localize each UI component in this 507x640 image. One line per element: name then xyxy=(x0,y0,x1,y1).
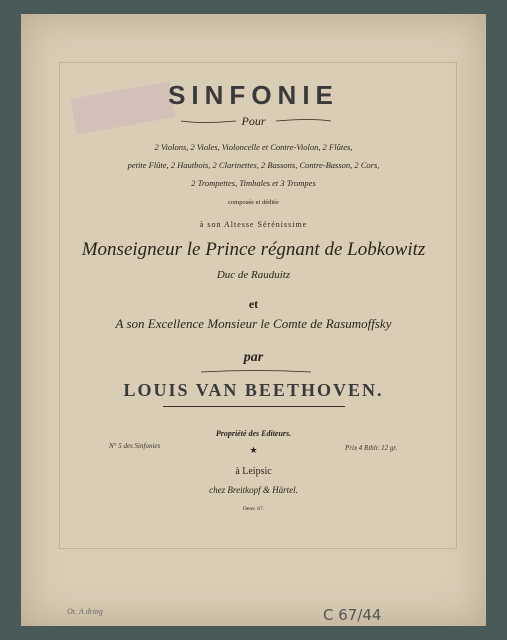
propriete-line: Propriété des Editeurs. xyxy=(215,429,292,438)
par-flourish xyxy=(201,369,311,375)
leipsic-line: à Leipsic xyxy=(235,466,272,477)
par-line: par xyxy=(243,350,264,365)
excellence-line: A son Excellence Monsieur le Comte de Rasumoffsky xyxy=(115,316,392,331)
opus-number: Oeuv. 67. xyxy=(242,506,265,512)
composer-name: LOUIS VAN BEETHOVEN. xyxy=(123,380,384,400)
work-title: SINFONIE xyxy=(168,80,339,110)
shelfmark: C 67/44 xyxy=(323,606,382,624)
publisher-line: chez Breitkopf & Härtel. xyxy=(209,485,298,495)
symphony-number: N° 5 des Sinfonies xyxy=(109,442,161,450)
pour-flourish xyxy=(181,118,331,124)
dedication-line: composée et dédiée xyxy=(228,199,279,206)
pour-label: Pour xyxy=(241,114,266,128)
instrumentation-line-3: 2 Trompettes, Timbales et 3 Trompes xyxy=(191,178,316,188)
et-line: et xyxy=(248,297,259,311)
star-ornament: ★ xyxy=(249,445,258,455)
instrumentation-line-2: petite Flûte, 2 Hautbois, 2 Clarinettes, 2 Bassons, Contre-Basson, 2 Cors, xyxy=(127,160,380,170)
divider xyxy=(163,406,345,407)
instrumentation-line-1: 2 Violons, 2 Violes, Violoncelle et Contre-Violon, 2 Flûtes, xyxy=(154,142,353,152)
pencil-note: Ot. A dring xyxy=(67,607,103,616)
duc-line: Duc de Rauduitz xyxy=(216,269,291,281)
price: Prix 4 Rthlr. 12 gr. xyxy=(345,444,398,452)
title-page xyxy=(21,14,486,626)
prince-line: Monseigneur le Prince régnant de Lobkowitz xyxy=(81,239,426,260)
altesse-line: à son Altesse Sérénissime xyxy=(199,220,308,229)
